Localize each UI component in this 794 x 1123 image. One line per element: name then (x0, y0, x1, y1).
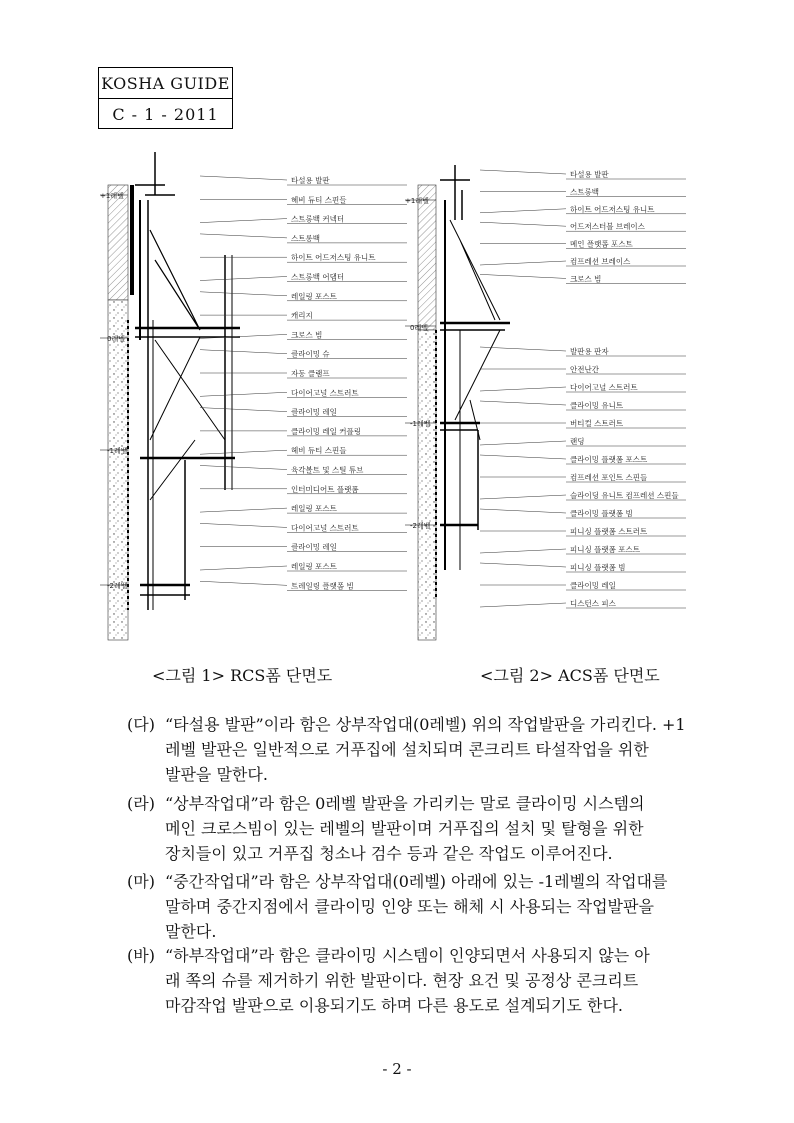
leader-line (480, 222, 566, 226)
item-line: “타설용 발판”이라 함은 상부작업대(0레벨) 위의 작업발판을 가리킨다. +1 (165, 715, 686, 734)
callout-label: 랜딩 (570, 437, 585, 446)
item-line: “상부작업대”라 함은 0레벨 발판을 가리키는 말로 클라이밍 시스템의 (165, 794, 645, 813)
callout-label: 다이어고널 스트러트 (291, 388, 359, 398)
item-line: 말하며 중간지점에서 클라이밍 인양 또는 해체 시 사용되는 작업발판을 (165, 897, 654, 916)
callout-label: 클라이밍 레일 (570, 581, 616, 590)
item-line: 장치들이 있고 거푸집 청소나 검수 등과 같은 작업도 이루어진다. (165, 844, 613, 863)
item-label: (라) (127, 794, 155, 813)
callout-label: 클라이밍 플랫폼 포스트 (570, 455, 648, 464)
fig2-level-m1: -1레벨 (410, 420, 431, 428)
callout-label: 클라이밍 레일 (291, 407, 337, 417)
item-label: (마) (127, 872, 155, 891)
callout-label: 헤비 듀티 스핀들 (291, 446, 347, 456)
callout-label: 크로스 빔 (291, 330, 323, 340)
definition-ra (127, 791, 702, 866)
leader-line (480, 170, 566, 174)
page-number: - 2 - (382, 1060, 412, 1078)
definition-ba (127, 943, 702, 1018)
leader-line (480, 209, 566, 213)
figure2-caption: <그림 2> ACS폼 단면도 (480, 666, 660, 685)
fig1-level-p1: +1레벨 (100, 192, 124, 200)
leader-line (480, 563, 566, 567)
leader-line (200, 466, 287, 470)
callout-label: 버티컬 스트러트 (570, 419, 624, 428)
callout-label: 캐리지 (291, 311, 313, 321)
callout-label: 다이어고널 스트러트 (570, 383, 638, 392)
leader-line (480, 274, 566, 278)
callout-label: 레일링 포스트 (291, 562, 337, 571)
section-drawings (0, 140, 794, 660)
callout-label: 클라이밍 레일 (291, 542, 337, 552)
leader-line (200, 392, 287, 396)
leader-line (480, 441, 566, 445)
leader-line (200, 277, 287, 281)
callout-label: 타설용 발판 (570, 170, 609, 179)
item-line: 레벨 발판은 일반적으로 거푸집에 설치되며 콘크리트 타설작업을 위한 (165, 740, 649, 759)
leader-line (200, 176, 287, 180)
item-label: (다) (127, 715, 155, 734)
callout-label: 피니싱 플랫폼 빔 (570, 563, 626, 572)
leader-line (480, 261, 566, 265)
callout-label: 스트롱백 어댑터 (291, 272, 345, 282)
callout-label: 어드저스터블 브레이스 (570, 222, 645, 232)
figure2-drawing (405, 165, 686, 640)
leader-line (480, 401, 566, 405)
item-line: “하부작업대”라 함은 클라이밍 시스템이 인양되면서 사용되지 않는 아 (165, 946, 650, 965)
callout-label: 헤비 듀티 스핀들 (291, 195, 347, 205)
leader-line (200, 350, 287, 354)
fig1-level-m1: -1레벨 (107, 447, 128, 455)
leader-line (200, 408, 287, 412)
guide-code: C - 1 - 2011 (112, 104, 219, 124)
leader-line (200, 219, 287, 223)
callout-label: 스트롱백 (291, 233, 320, 243)
callout-label: 클라이밍 플랫폼 빔 (570, 509, 633, 518)
leader-line (200, 450, 287, 454)
callout-label: 하이트 어드저스팅 유니트 (291, 253, 376, 263)
leader-line (200, 523, 287, 527)
callout-label: 피니싱 플랫폼 포스트 (570, 545, 640, 554)
callout-label: 하이트 어드저스팅 유니트 (570, 204, 655, 214)
callout-label: 레일링 포스트 (291, 291, 337, 301)
document-code-box (98, 67, 233, 129)
callout-label: 크로스 빔 (570, 274, 602, 284)
leader-line (200, 566, 287, 570)
callout-label: 컴프레션 포인트 스핀들 (570, 473, 648, 482)
item-line: 발판을 말한다. (165, 765, 268, 784)
leader-line (480, 603, 566, 607)
fig2-level-m2: -2레벨 (410, 522, 431, 530)
leader-line (200, 292, 287, 296)
callout-label: 슬라이딩 유니트 컴프레션 스핀들 (570, 491, 679, 500)
fig1-level-0: 0레벨 (107, 335, 125, 343)
leader-line (480, 347, 566, 351)
leader-line (200, 581, 287, 585)
figure1-callouts (200, 175, 407, 590)
callout-label: 스트롱백 (570, 187, 599, 197)
leader-line (480, 455, 566, 459)
fig2-level-p1: +1레벨 (405, 197, 429, 205)
callout-label: 클라이밍 슈 (291, 349, 330, 359)
callout-label: 메인 플랫폼 포스트 (570, 239, 633, 249)
fig2-wall-upper (418, 185, 436, 330)
figure2-callouts (480, 169, 686, 608)
item-line: 말한다. (165, 922, 217, 941)
leader-line (480, 387, 566, 391)
definition-ma (127, 869, 702, 944)
callout-label: 컴프레션 브레이스 (570, 257, 631, 266)
callout-label: 다이어고널 스트러트 (291, 523, 359, 533)
leader-line (480, 549, 566, 553)
callout-label: 스트롱백 커넥터 (291, 214, 345, 224)
fig2-wall-lower (418, 330, 436, 640)
callout-label: 디스턴스 피스 (570, 599, 616, 608)
figure1-caption: <그림 1> RCS폼 단면도 (152, 666, 333, 685)
item-line: 래 쪽의 슈를 제거하기 위한 발판이다. 현장 요건 및 공정상 콘크리트 (165, 971, 639, 990)
leader-line (200, 508, 287, 512)
callout-label: 피니싱 플랫폼 스트러트 (570, 527, 648, 536)
fig1-level-m2: -2레벨 (107, 582, 128, 590)
callout-label: 발판용 판자 (570, 347, 609, 356)
callout-label: 안전난간 (570, 365, 599, 374)
fig1-wall-upper (108, 185, 128, 300)
callout-label: 타설용 발판 (291, 176, 330, 185)
callout-label: 클라이밍 유니트 (570, 401, 624, 410)
item-line: 메인 크로스빔이 있는 레벨의 발판이며 거푸집의 설치 및 탈형을 위한 (165, 819, 644, 838)
figure1-drawing (100, 152, 407, 640)
callout-label: 인터미디어트 플랫폼 (291, 484, 359, 494)
callout-label: 자동 클램프 (291, 369, 330, 378)
callout-label: 육각볼트 및 스틸 튜브 (291, 465, 364, 475)
item-line: “중간작업대”라 함은 상부작업대(0레벨) 아래에 있는 -1레벨의 작업대를 (165, 872, 668, 891)
callout-label: 레일링 포스트 (291, 504, 337, 514)
leader-line (480, 495, 566, 499)
callout-label: 클라이밍 레일 커플링 (291, 426, 361, 436)
guide-title: KOSHA GUIDE (99, 68, 232, 99)
leader-line (200, 234, 287, 238)
leader-line (480, 509, 566, 513)
item-label: (바) (127, 946, 155, 965)
fig2-level-0: 0레벨 (410, 324, 428, 332)
definition-da (127, 712, 702, 787)
callout-label: 트레일링 플랫폼 빔 (291, 581, 354, 591)
item-line: 마감작업 발판으로 이용되기도 하며 다른 용도로 설계되기도 한다. (165, 996, 624, 1015)
